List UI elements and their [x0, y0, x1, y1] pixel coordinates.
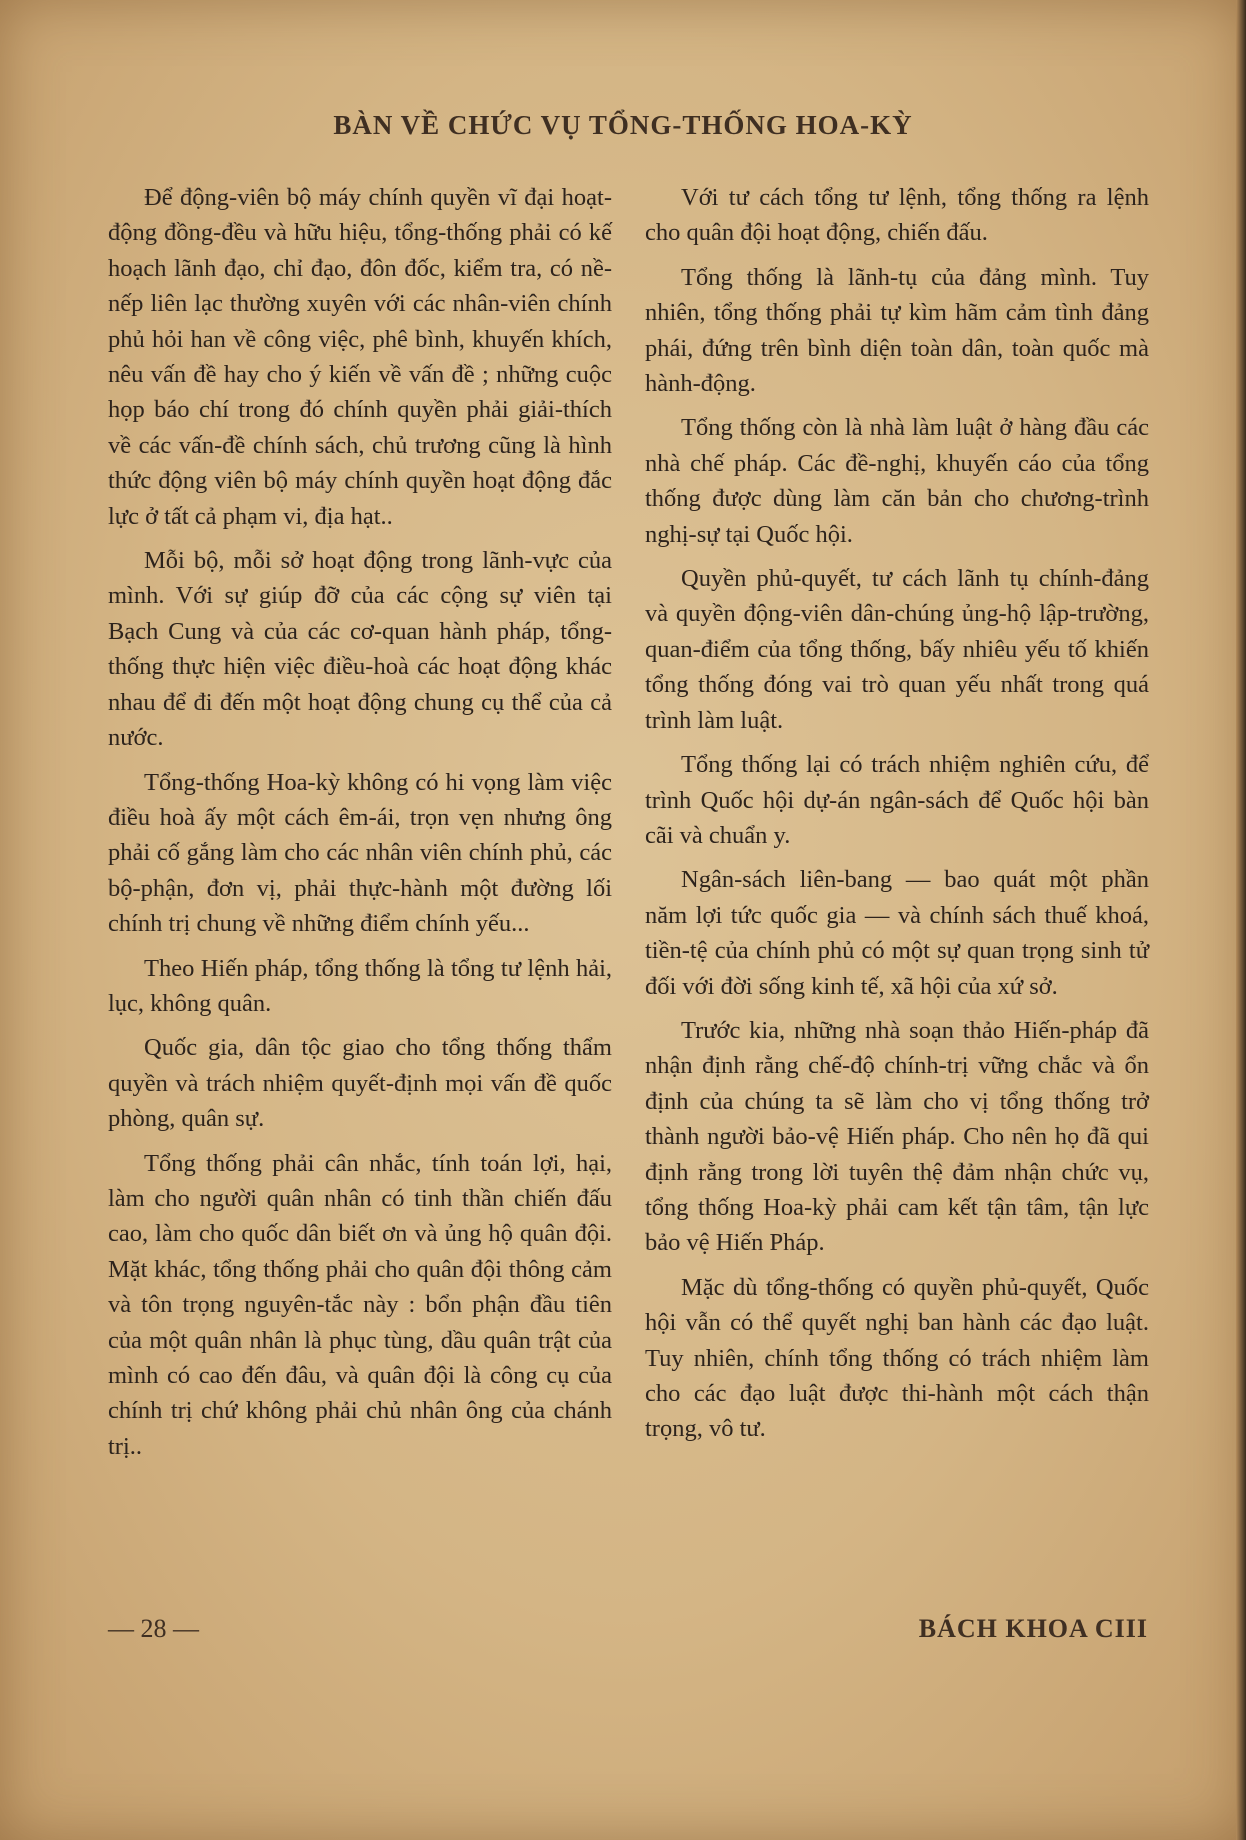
paragraph: Tổng thống là lãnh-tụ của đảng mình. Tuy nhiên, tổng thống phải tự kìm hãm cảm tình đảng phái, đứng trên bình diện toàn dân, toàn quốc mà hành-động.	[645, 263, 1149, 398]
paragraph: Tổng thống lại có trách nhiệm nghiên cứu, để trình Quốc hội dự-án ngân-sách để Quốc hội bàn cãi và chuẩn y.	[645, 751, 1149, 849]
paragraph: Tổng-thống Hoa-kỳ không có hi vọng làm việc điều hoà ấy một cách êm-ái, trọn vẹn nhưng ông phải cố gắng làm cho các nhân viên chính phủ, các bộ-phận, đơn vị, phải thực-hành một đường lối chính trị chung về những điểm chính yếu...	[108, 768, 612, 938]
paragraph: Mỗi bộ, mỗi sở hoạt động trong lãnh-vực của mình. Với sự giúp đỡ của các cộng sự viên tại Bạch Cung và của các cơ-quan hành pháp, tổng-thống thực hiện việc điều-hoà các hoạt động khác nhau để đi đến một hoạt động chung cụ thể của cả nước.	[108, 547, 612, 752]
paragraph: Quốc gia, dân tộc giao cho tổng thống thẩm quyền và trách nhiệm quyết-định mọi vấn đề quốc phòng, quân sự.	[108, 1034, 612, 1133]
left-text-column	[108, 180, 612, 1473]
page-edge	[1236, 0, 1246, 1840]
paragraph: Trước kia, những nhà soạn thảo Hiến-pháp đã nhận định rằng chế-độ chính-trị vững chắc và ổn định của chúng ta sẽ làm cho vị tổng thống trở thành người bảo-vệ Hiến pháp. Cho nên họ đã qui định rằng trong lời tuyên thệ đảm nhận chức vụ, tổng thống Hoa-kỳ phải cam kết tận tâm, tận lực bảo vệ Hiến Pháp.	[645, 1016, 1149, 1257]
article-title: BÀN VỀ CHỨC VỤ TỔNG-THỐNG HOA-KỲ	[333, 110, 913, 140]
page-number: — 28 —	[108, 1614, 199, 1643]
paragraph: Tổng thống phải cân nhắc, tính toán lợi, hại, làm cho người quân nhân có tinh thần chiến đấu cao, làm cho quốc dân biết ơn và ủng hộ quân đội. Mặt khác, tổng thống phải cho quân đội thông cảm và tôn trọng nguyên-tắc này : bổn phận đầu tiên của một quân nhân là phục tùng, dầu quân trật của mình có cao đến đâu, và quân đội là công cụ của chính trị chứ không phải chủ nhân ông của chánh trị..	[108, 1149, 612, 1460]
paragraph: Ngân-sách liên-bang — bao quát một phần năm lợi tức quốc gia — và chính sách thuế khoá, tiền-tệ của chính phủ có một sự quan trọng sinh tử đối với đời sống kinh tế, xã hội của xứ sở.	[645, 866, 1149, 1000]
journal-name: BÁCH KHOA CIII	[918, 1614, 1148, 1643]
paragraph: Theo Hiến pháp, tổng thống là tổng tư lệnh hải, lục, không quân.	[108, 954, 612, 1017]
paragraph: Để động-viên bộ máy chính quyền vĩ đại hoạt-động đồng-đều và hữu hiệu, tổng-thống phải có kế hoạch lãnh đạo, chỉ đạo, đôn đốc, kiểm tra, có nề-nếp liên lạc thường xuyên với các nhân-viên chính phủ hỏi han về công việc, phê bình, khuyến khích, nêu vấn đề hay cho ý kiến về vấn đề ; những cuộc họp báo chí trong đó chính quyền phải giải-thích về các vấn-đề chính sách, chủ trương cũng là hình thức động viên bộ máy chính quyền hoạt động đắc lực ở tất cả phạm vi, địa hạt..	[108, 184, 612, 530]
paragraph: Mặc dù tổng-thống có quyền phủ-quyết, Quốc hội vẫn có thể quyết nghị ban hành các đạo luật. Tuy nhiên, chính tổng thống có trách nhiệm làm cho các đạo luật được thi-hành một cách thận trọng, vô tư.	[645, 1273, 1149, 1443]
right-text-column	[645, 180, 1149, 1456]
paragraph: Tổng thống còn là nhà làm luật ở hàng đầu các nhà chế pháp. Các đề-nghị, khuyến cáo của tổng thống được dùng làm căn bản cho chương-trình nghị-sự tại Quốc hội.	[645, 414, 1149, 548]
paragraph: Quyền phủ-quyết, tư cách lãnh tụ chính-đảng và quyền động-viên dân-chúng ủng-hộ lập-trường, quan-điểm của tổng thống, bấy nhiêu yếu tố khiến tổng thống đóng vai trò quan yếu nhất trong quá trình làm luật.	[645, 565, 1149, 734]
paragraph: Với tư cách tổng tư lệnh, tổng thống ra lệnh cho quân đội hoạt động, chiến đấu.	[645, 184, 1149, 247]
